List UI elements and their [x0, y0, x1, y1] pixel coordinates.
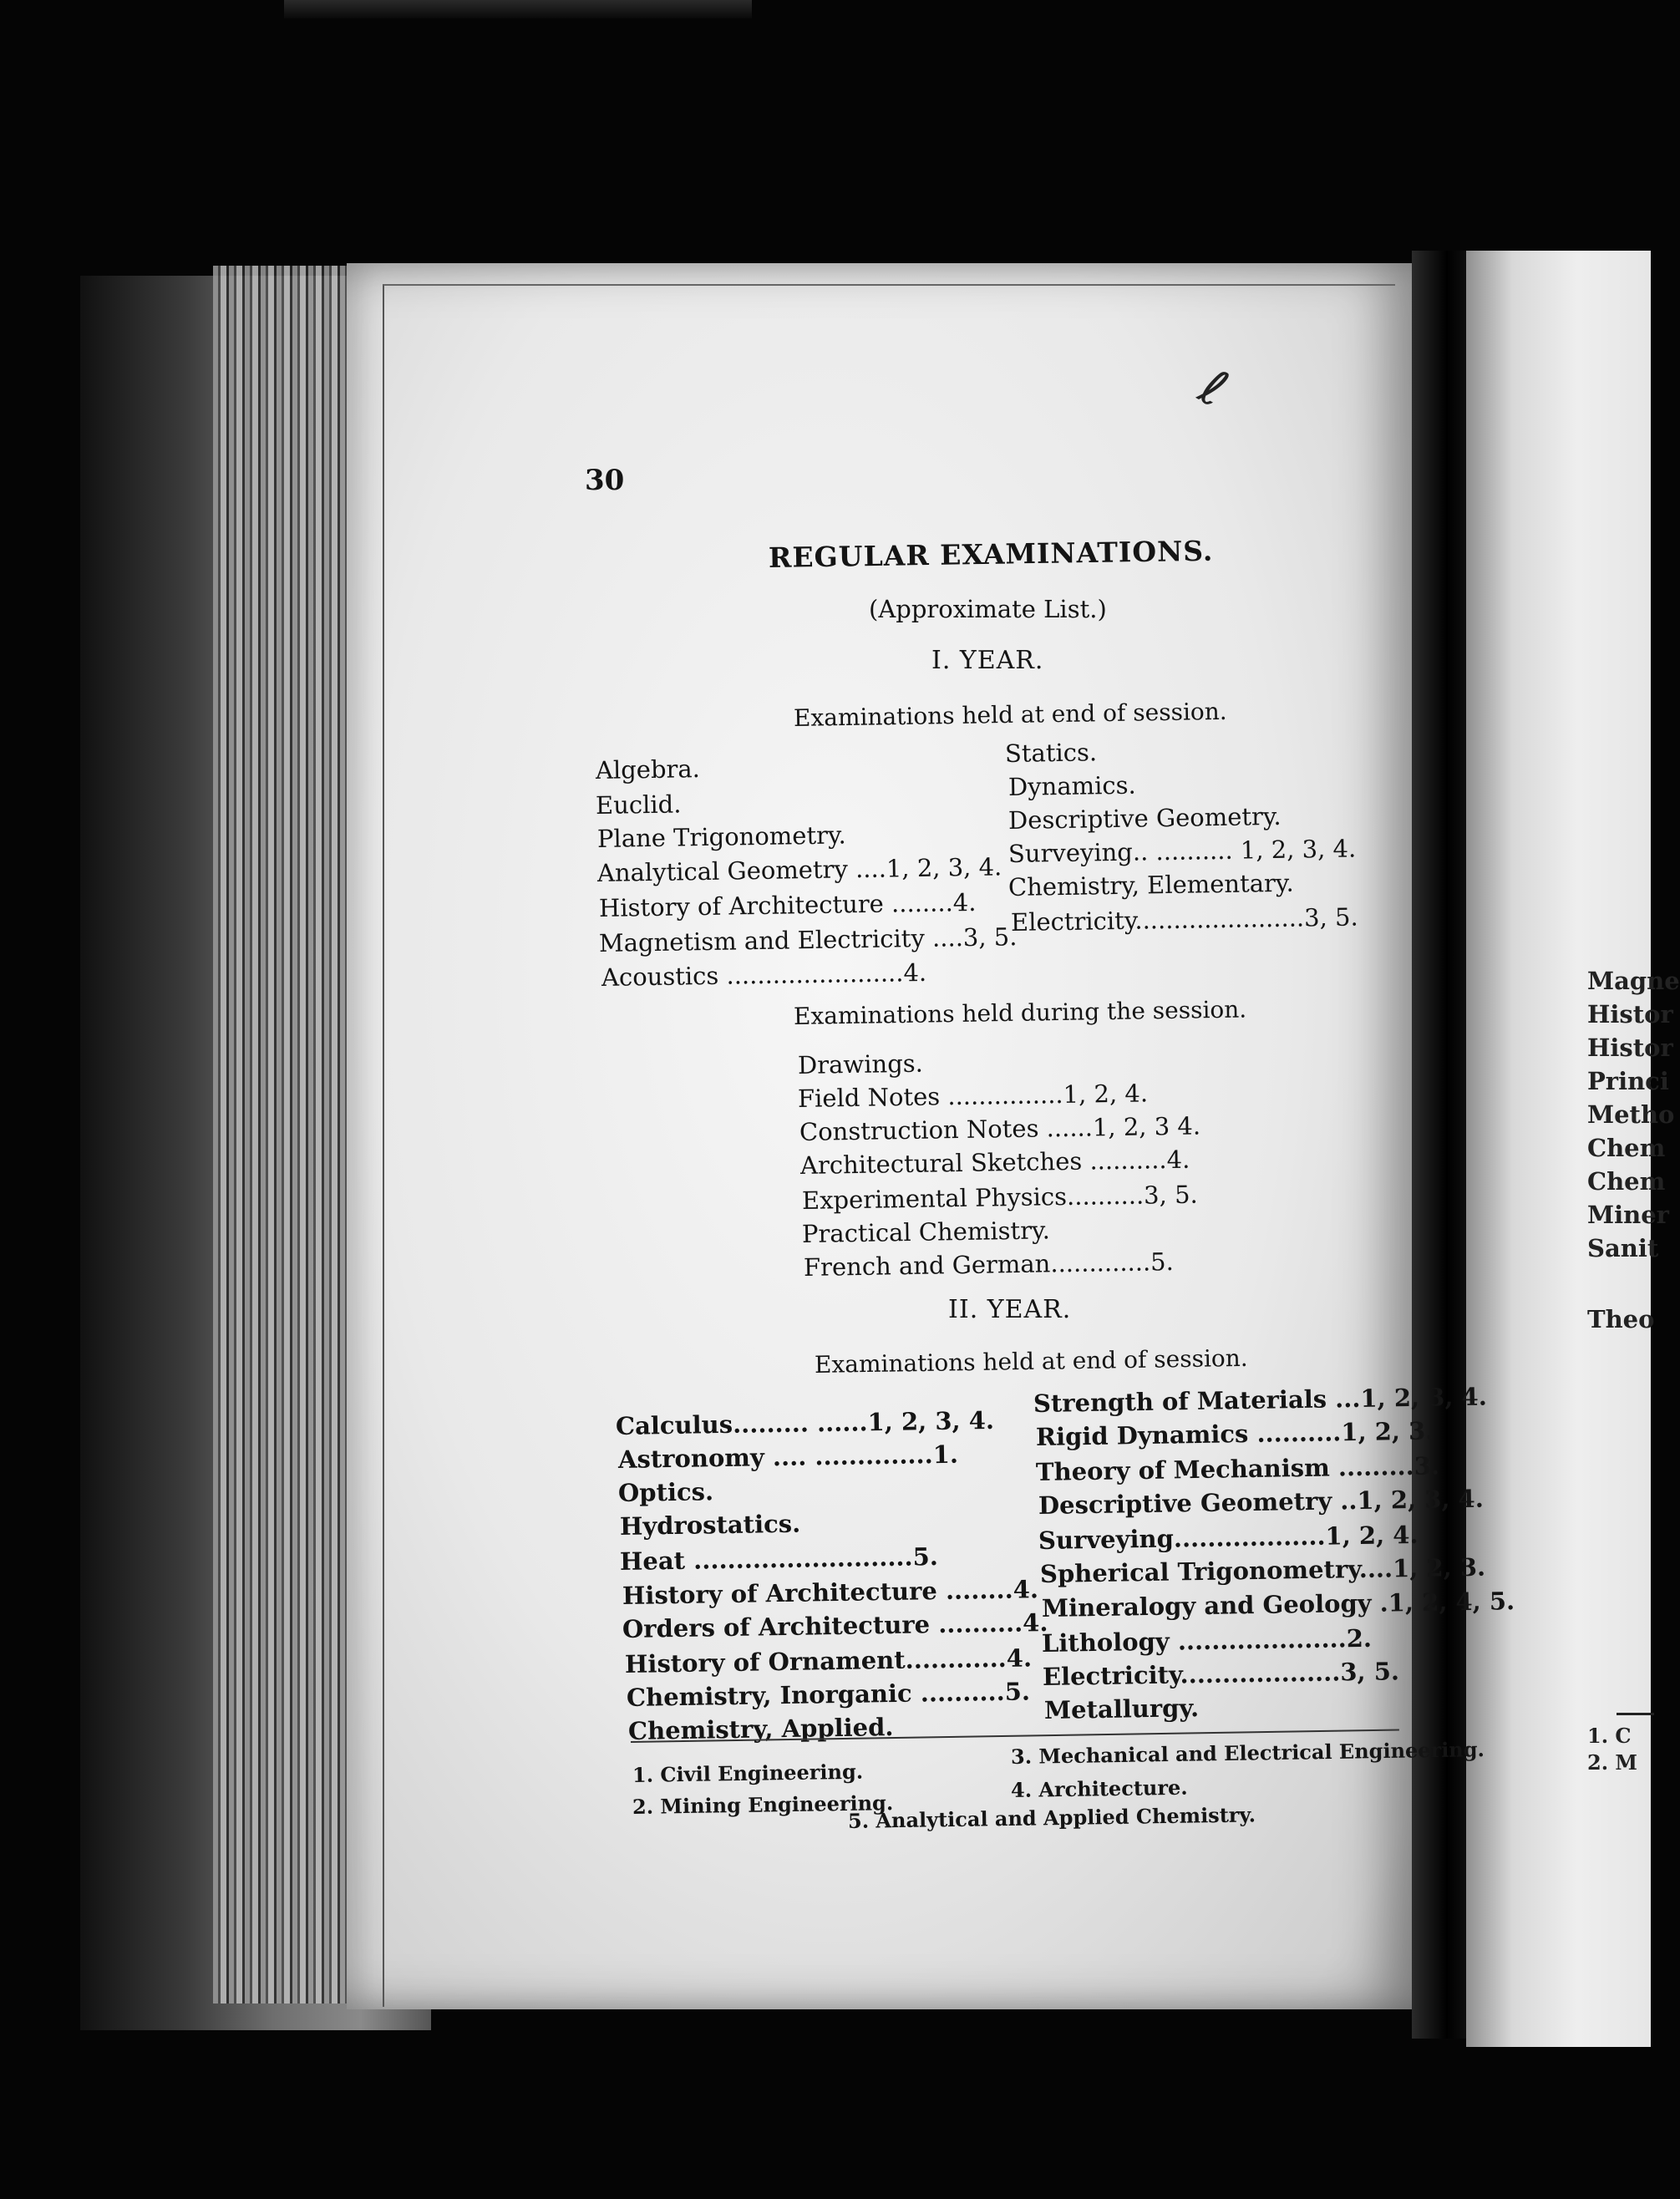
exam-entry: Electricity...................3, 5.	[1042, 1657, 1400, 1691]
exam-entry: Hydrostatics.	[619, 1509, 801, 1541]
footnote: 4. Architecture.	[1010, 1775, 1188, 1802]
exam-entry: Astronomy .... ..............1.	[617, 1440, 959, 1474]
exam-entry: Chemistry, Inorganic ..........5.	[626, 1677, 1031, 1712]
exam-entry: Surveying.. .......... 1, 2, 3, 4.	[1007, 834, 1357, 868]
exam-entry: Field Notes ...............1, 2, 4.	[797, 1079, 1149, 1113]
exam-entry: Heat ..........................5.	[619, 1542, 939, 1576]
exam-entry: Acoustics .......................4.	[601, 957, 927, 992]
facing-text: Histor	[1587, 1033, 1673, 1062]
exam-entry: Experimental Physics..........3, 5.	[801, 1180, 1198, 1215]
facing-text: Sanit	[1587, 1234, 1659, 1262]
page-number: 30	[585, 464, 625, 497]
exam-entry: Algebra.	[595, 754, 701, 785]
facing-text: Theo	[1587, 1305, 1655, 1333]
exam-entry: Mineralogy and Geology .1, 2, 4, 5.	[1041, 1587, 1515, 1623]
year-heading: I. YEAR.	[931, 646, 1044, 675]
page-title: REGULAR EXAMINATIONS.	[768, 534, 1214, 574]
exam-entry: Descriptive Geometry.	[1007, 801, 1282, 835]
exam-entry: Spherical Trigonometry....1, 2, 3.	[1039, 1552, 1486, 1588]
page-subtitle: (Approximate List.)	[869, 595, 1107, 623]
pencil-mark: ℓ	[1190, 358, 1237, 419]
footnote: 1. Civil Engineering.	[632, 1759, 864, 1787]
exam-entry: Statics.	[1004, 738, 1098, 768]
facing-text: Magne	[1587, 967, 1680, 995]
facing-footnote: 2. M	[1587, 1750, 1637, 1775]
exam-entry: History of Ornament............4.	[624, 1643, 1033, 1678]
facing-text: Princi	[1587, 1067, 1669, 1095]
exam-entry: Drawings.	[797, 1049, 924, 1079]
exam-entry: History of Architecture ........4.	[622, 1575, 1039, 1610]
section-heading: Examinations held during the session.	[793, 995, 1247, 1030]
exam-entry: Euclid.	[595, 790, 682, 820]
exam-entry: Rigid Dynamics ..........1, 2, 3.	[1035, 1416, 1434, 1451]
exam-entry: Dynamics.	[1007, 770, 1136, 801]
footnote: 5. Analytical and Applied Chemistry.	[847, 1802, 1256, 1833]
exam-entry: Theory of Mechanism .........3.	[1035, 1451, 1440, 1486]
exam-entry: History of Architecture ........4.	[598, 887, 977, 922]
exam-entry: Chemistry, Applied.	[627, 1713, 894, 1745]
exam-entry: Strength of Materials ...1, 2, 3, 4.	[1033, 1382, 1488, 1418]
facing-text: Chem	[1587, 1134, 1666, 1162]
facing-text: Chem	[1587, 1167, 1666, 1196]
exam-entry: Orders of Architecture ..........4.	[622, 1607, 1048, 1643]
exam-entry: Magnetism and Electricity ....3, 5.	[598, 922, 1018, 957]
footnote: 3. Mechanical and Electrical Engineering.	[1010, 1737, 1485, 1769]
exam-entry: Optics.	[617, 1477, 714, 1507]
year-heading: II. YEAR.	[948, 1295, 1072, 1324]
exam-entry: Surveying..................1, 2, 4.	[1038, 1520, 1419, 1555]
exam-entry: Descriptive Geometry ..1, 2, 3, 4.	[1038, 1484, 1485, 1520]
exam-entry: Electricity......................3, 5.	[1010, 902, 1358, 937]
exam-entry: Lithology ....................2.	[1041, 1623, 1373, 1658]
section-heading: Examinations held at end of session.	[814, 1343, 1248, 1379]
facing-text: Miner	[1587, 1201, 1669, 1229]
top-strip	[284, 0, 752, 18]
exam-entry: Calculus......... ......1, 2, 3, 4.	[615, 1405, 995, 1440]
section-heading: Examinations held at end of session.	[793, 697, 1227, 732]
book-gutter	[1412, 251, 1470, 2039]
exam-entry: Analytical Geometry ....1, 2, 3, 4.	[596, 852, 1002, 887]
facing-text: Histor	[1587, 1000, 1673, 1028]
exam-entry: Practical Chemistry.	[801, 1216, 1051, 1248]
exam-entry: Construction Notes ......1, 2, 3 4.	[799, 1111, 1201, 1146]
exam-entry: Chemistry, Elementary.	[1007, 868, 1294, 901]
exam-entry: French and German.............5.	[803, 1247, 1175, 1282]
facing-rule	[1617, 1713, 1654, 1715]
facing-text: Metho	[1587, 1100, 1675, 1129]
exam-entry: Architectural Sketches ..........4.	[799, 1145, 1190, 1180]
exam-entry: Metallurgy.	[1043, 1694, 1200, 1724]
facing-footnote: 1. C	[1587, 1724, 1632, 1748]
exam-entry: Plane Trigonometry.	[596, 820, 846, 853]
footnote: 2. Mining Engineering.	[632, 1790, 894, 1819]
